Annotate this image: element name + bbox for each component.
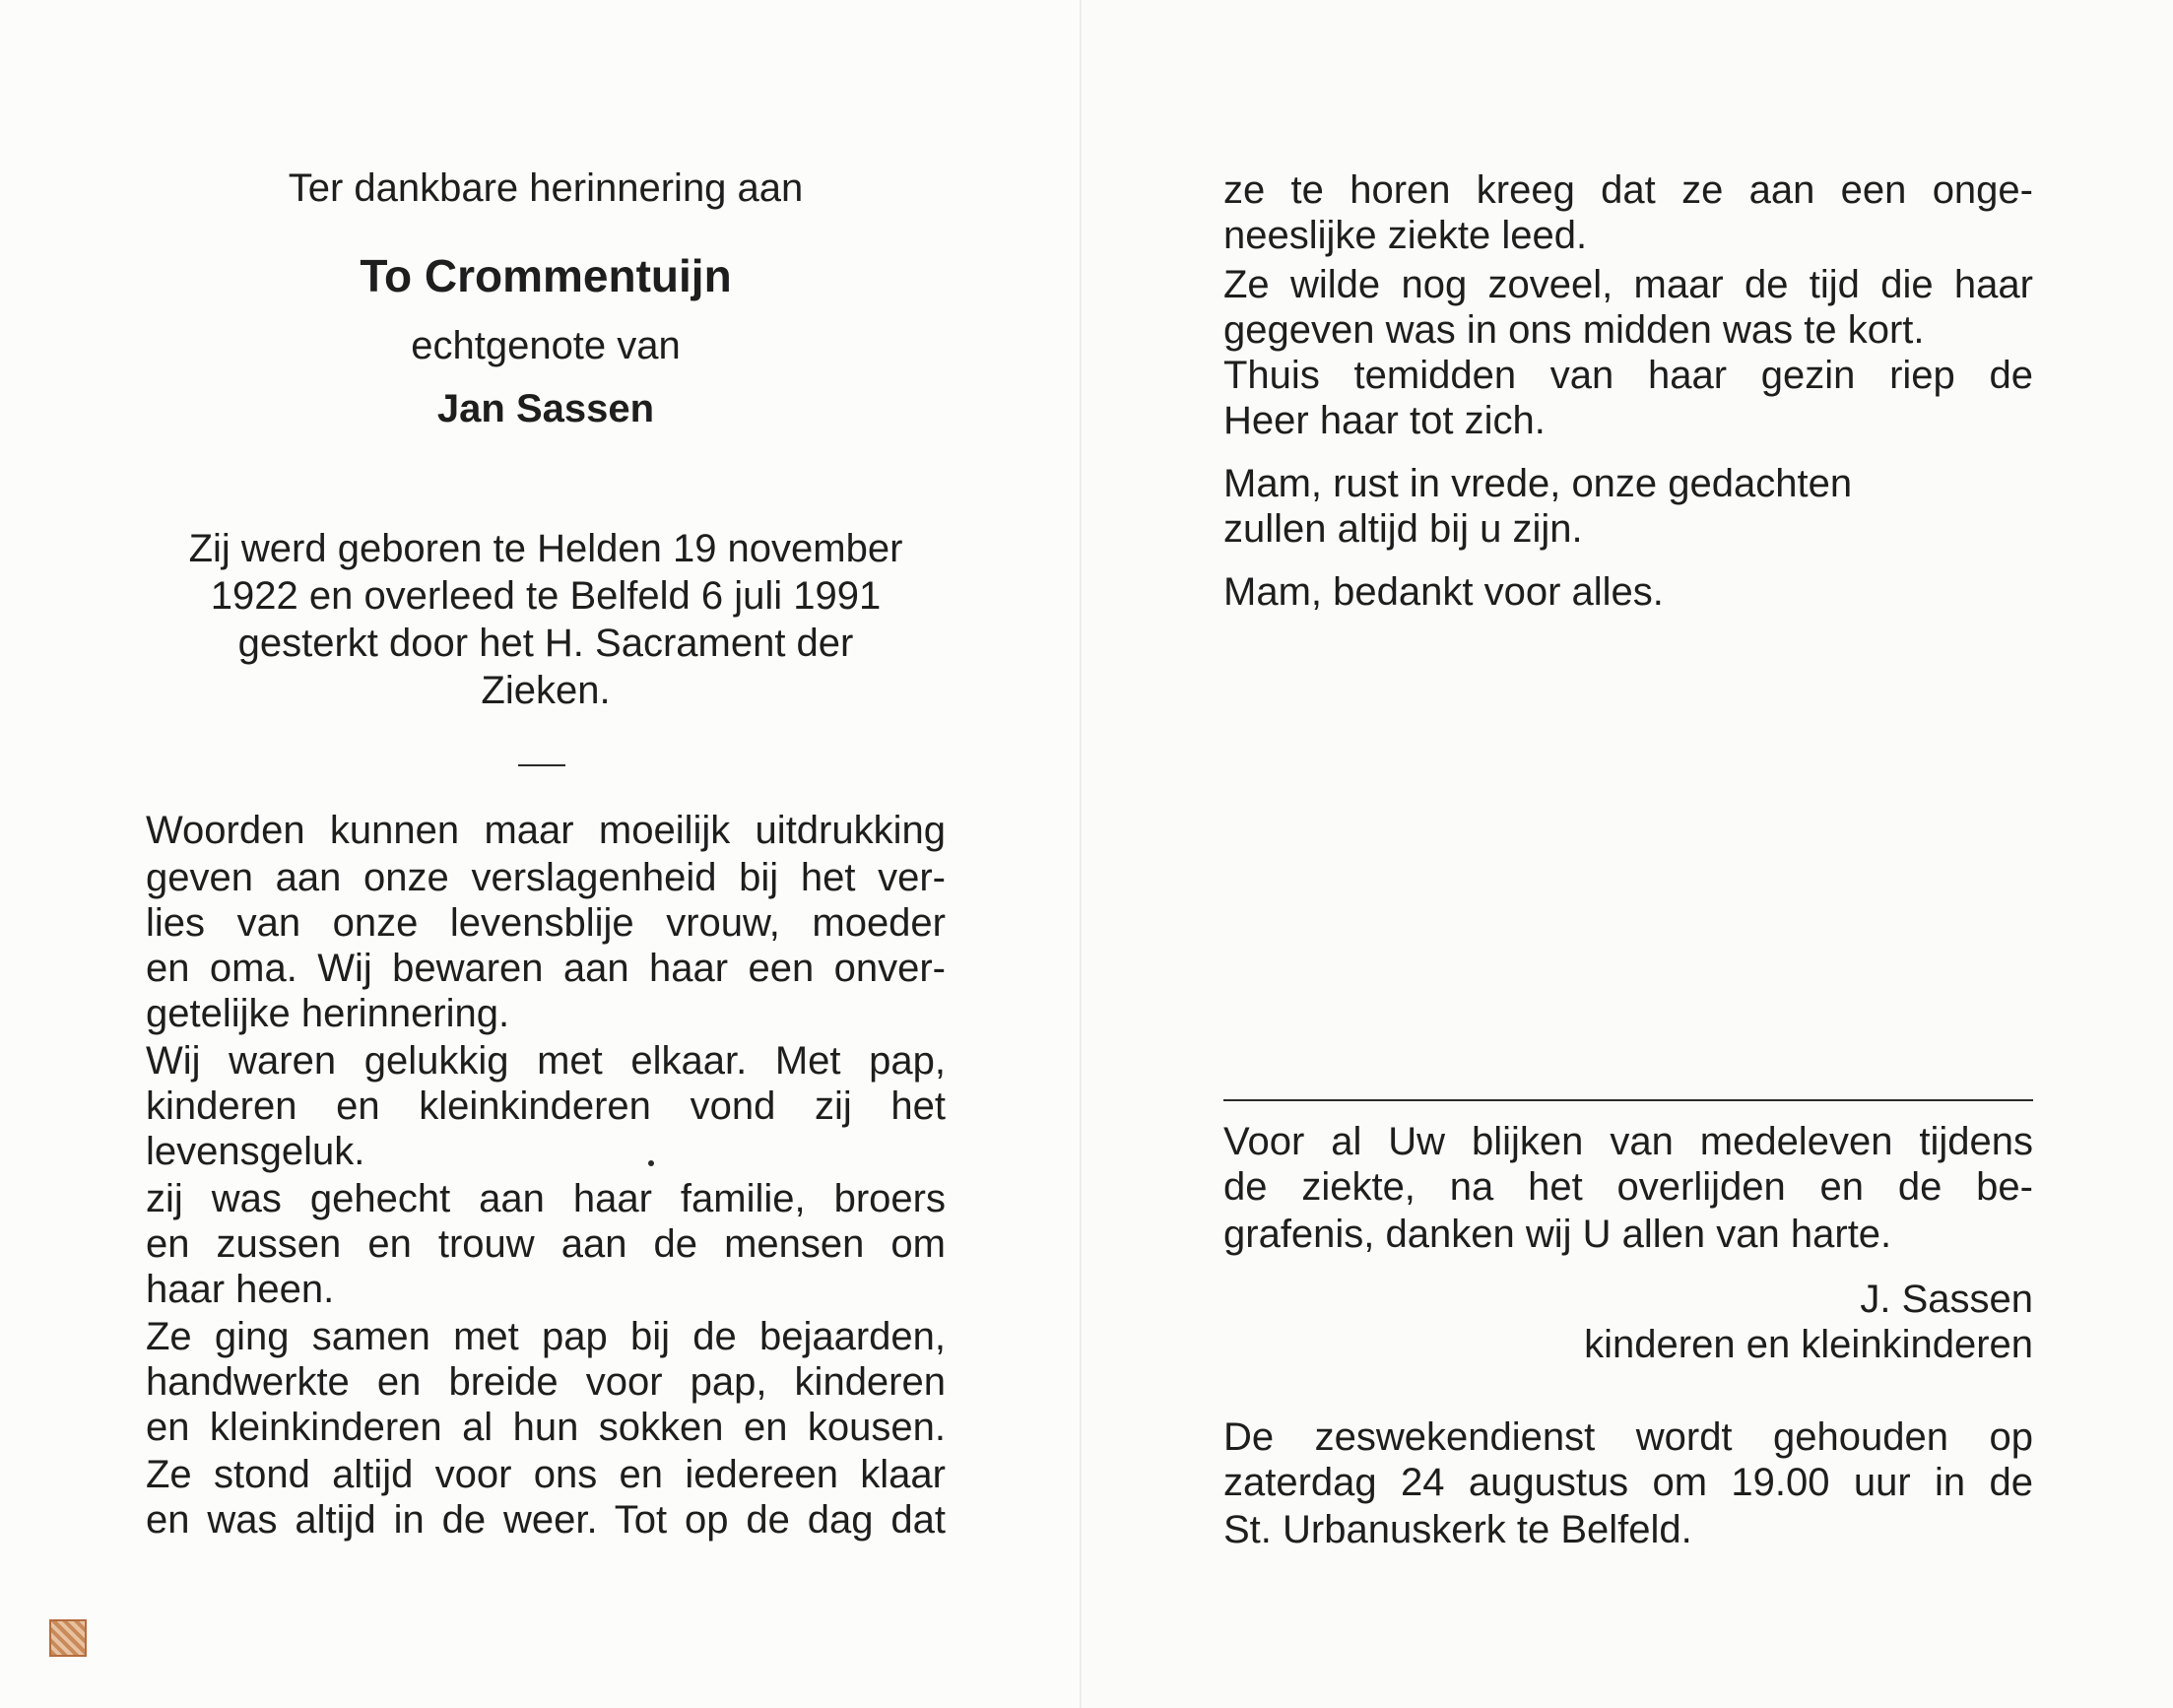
- body-line: zij was gehecht aan haar familie, broers: [146, 1177, 946, 1220]
- body-line: Ze stond altijd voor ons en iedereen klaar: [146, 1453, 946, 1496]
- body-line: Woorden kunnen maar moeilijk uitdrukking: [146, 809, 946, 852]
- body-line: handwerkte en breide voor pap, kinderen: [146, 1360, 946, 1404]
- farewell-line: Mam, rust in vrede, onze gedachten: [1223, 462, 1853, 505]
- signature-name: J. Sassen: [1860, 1278, 2033, 1321]
- gratitude-line: de ziekte, na het overlijden en de be-: [1223, 1165, 2033, 1209]
- relation-text: echtgenote van: [411, 324, 681, 367]
- continue-line: gegeven was in ons midden was te kort.: [1223, 308, 1925, 352]
- body-line: Wij waren gelukkig met elkaar. Met pap,: [146, 1039, 946, 1083]
- thanks-line: Mam, bedankt voor alles.: [1223, 570, 1664, 614]
- body-line: lies van onze levensblije vrouw, moeder: [146, 901, 946, 945]
- gratitude-line: Voor al Uw blijken van medeleven tijdens: [1223, 1120, 2033, 1163]
- continue-line: Ze wilde nog zoveel, maar de tijd die haar: [1223, 263, 2033, 306]
- body-line: getelijke herinnering.: [146, 992, 510, 1035]
- separator-dash: [518, 764, 565, 766]
- farewell-line: zullen altijd bij u zijn.: [1223, 507, 1583, 551]
- body-line: Ze ging samen met pap bij de bejaarden,: [146, 1315, 946, 1358]
- gratitude-line: grafenis, danken wij U allen van harte.: [1223, 1213, 1892, 1256]
- body-line: en was altijd in de weer. Tot op de dag dat: [146, 1498, 946, 1542]
- service-line: zaterdag 24 augustus om 19.00 uur in de: [1223, 1461, 2033, 1504]
- service-line: St. Urbanuskerk te Belfeld.: [1223, 1508, 1692, 1551]
- divider-rule: [1223, 1099, 2033, 1101]
- continue-line: Heer haar tot zich.: [1223, 399, 1546, 442]
- body-line: geven aan onze verslagenheid bij het ver-: [146, 856, 946, 899]
- deceased-name: To Crommentuijn: [360, 250, 732, 301]
- birth-line: Zieken.: [481, 669, 611, 712]
- right-panel: [1082, 0, 2173, 1708]
- body-line: kinderen en kleinkinderen vond zij het: [146, 1084, 946, 1128]
- left-panel: [0, 0, 1080, 1708]
- signature-family: kinderen en kleinkinderen: [1584, 1323, 2033, 1366]
- collection-stamp-icon: [49, 1619, 87, 1657]
- service-line: De zeswekendienst wordt gehouden op: [1223, 1415, 2033, 1459]
- body-line: en kleinkinderen al hun sokken en kousen.: [146, 1406, 946, 1449]
- body-line: levensgeluk.: [146, 1130, 365, 1173]
- continue-line: Thuis temidden van haar gezin riep de: [1223, 354, 2033, 397]
- body-line: en oma. Wij bewaren aan haar een onver-: [146, 947, 946, 990]
- body-line: haar heen.: [146, 1268, 335, 1311]
- birth-line: 1922 en overleed te Belfeld 6 juli 1991: [210, 574, 882, 618]
- birth-line: gesterkt door het H. Sacrament der: [237, 622, 854, 665]
- continue-line: neeslijke ziekte leed.: [1223, 214, 1588, 257]
- intro-text: Ter dankbare herinnering aan: [288, 166, 804, 210]
- ink-speck: [648, 1160, 654, 1166]
- body-line: en zussen en trouw aan de mensen om: [146, 1222, 946, 1266]
- continue-line: ze te horen kreeg dat ze aan een onge-: [1223, 168, 2033, 212]
- birth-line: Zij werd geboren te Helden 19 november: [188, 527, 903, 570]
- spouse-name: Jan Sassen: [436, 387, 655, 430]
